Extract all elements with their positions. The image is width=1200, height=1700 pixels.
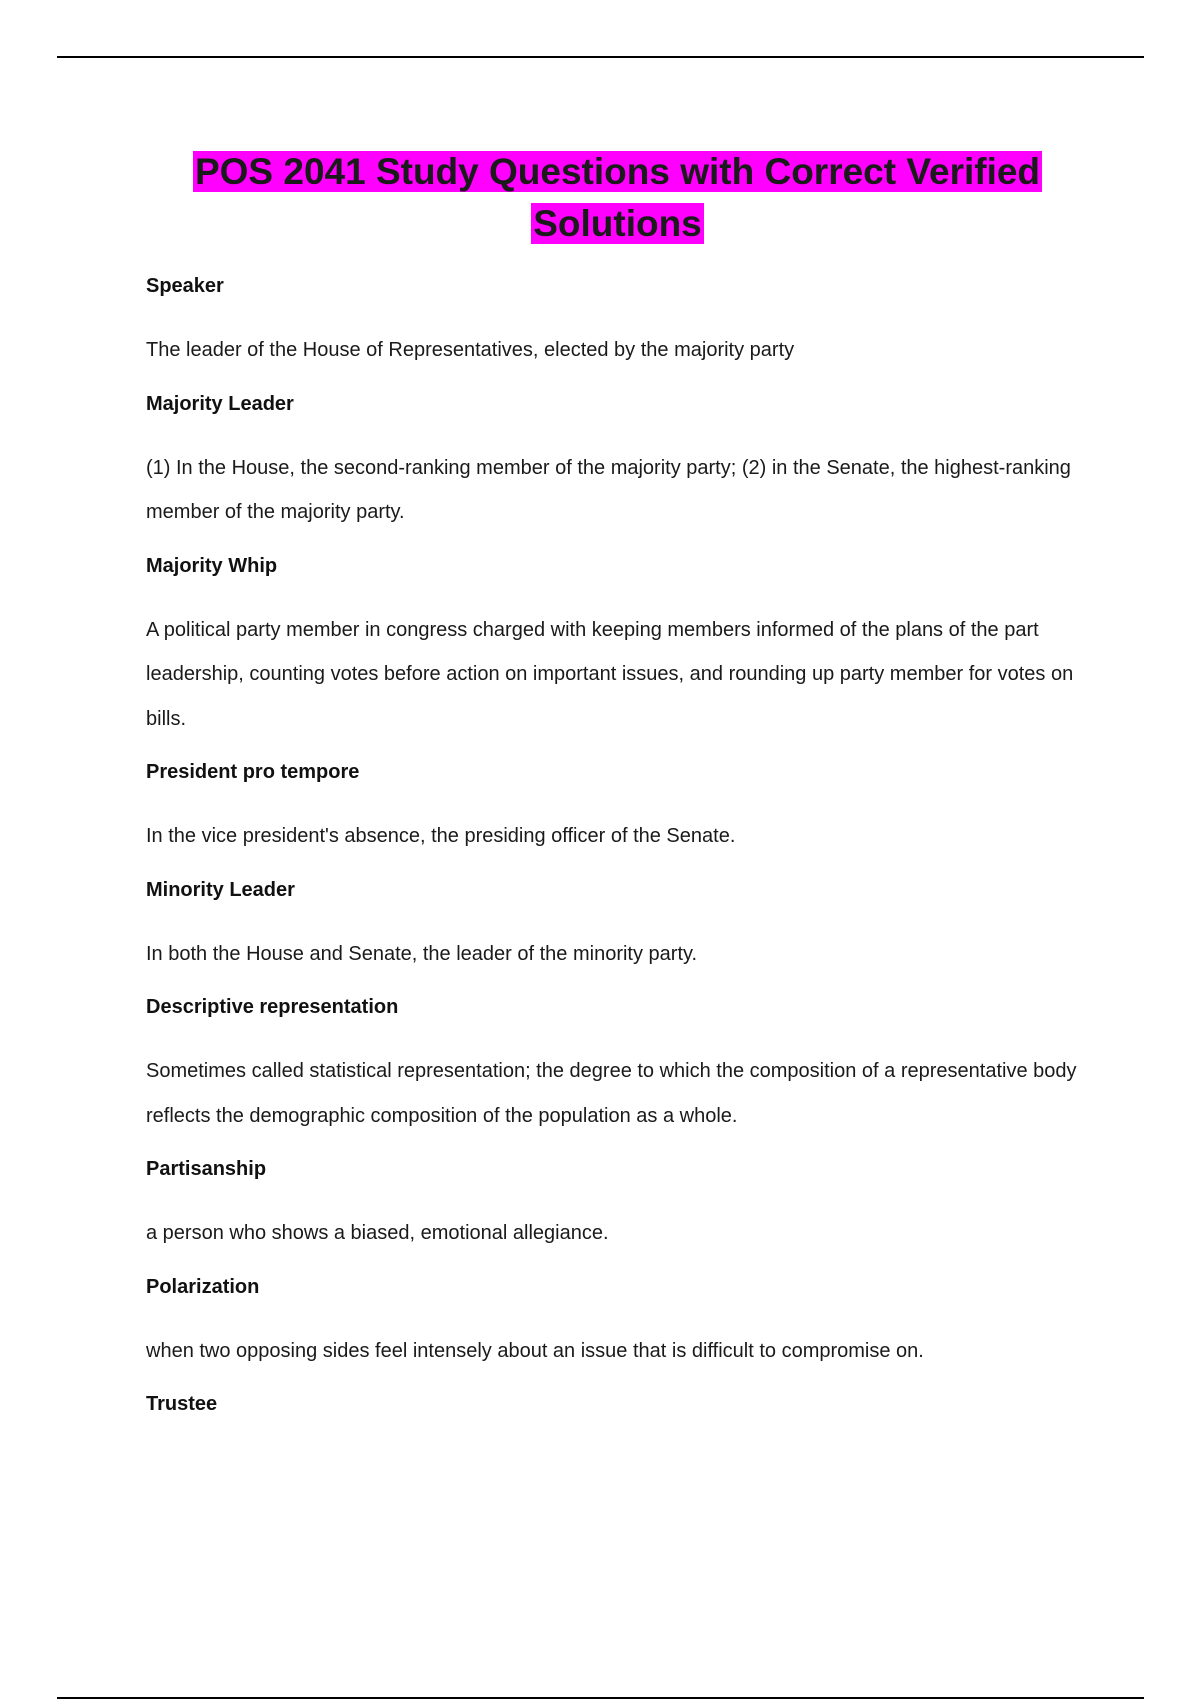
term: President pro tempore	[146, 761, 360, 783]
term: Minority Leader	[146, 878, 295, 901]
term: Partisanship	[146, 1158, 267, 1180]
header-rule	[57, 56, 1144, 58]
document-title	[120, 146, 1115, 250]
entry-majority-leader	[146, 386, 1086, 535]
definition: In both the House and Senate, the leader of the minority party.	[146, 942, 698, 965]
definition: (1) In the House, the second-ranking member of the majority party; (2) in the Senate, the highest-ranking member of the majority party.	[146, 456, 1071, 523]
entry-majority-whip	[146, 548, 1086, 742]
entry-trustee	[146, 1386, 1086, 1422]
title-highlight: POS 2041 Study Questions with Correct Verified Solutions	[194, 151, 1041, 244]
entry-descriptive-representation	[146, 989, 1086, 1138]
entry-minority-leader	[146, 872, 1086, 977]
footer-rule	[57, 1697, 1144, 1699]
document-body	[146, 268, 1086, 1446]
term: Trustee	[146, 1393, 218, 1415]
definition: when two opposing sides feel intensely about an issue that is difficult to compromise on.	[146, 1339, 924, 1362]
term: Majority Whip	[146, 554, 278, 577]
definition: The leader of the House of Representatives, elected by the majority party	[146, 339, 795, 361]
entry-polarization	[146, 1269, 1086, 1374]
term: Descriptive representation	[146, 996, 399, 1018]
term: Speaker	[146, 275, 224, 297]
definition: Sometimes called statistical representation; the degree to which the composition of a representative body reflects the demographic composition of the population as a whole.	[146, 1060, 1077, 1127]
entry-speaker	[146, 268, 1086, 373]
term: Majority Leader	[146, 392, 294, 415]
entry-president-pro-tempore	[146, 754, 1086, 859]
entry-partisanship	[146, 1151, 1086, 1256]
definition: A political party member in congress charged with keeping members informed of the plans of the part leadership, counting votes before action on important issues, and rounding up party member for votes on bills.	[146, 618, 1074, 730]
definition: a person who shows a biased, emotional allegiance.	[146, 1222, 609, 1244]
term: Polarization	[146, 1275, 260, 1298]
definition: In the vice president's absence, the presiding officer of the Senate.	[146, 825, 736, 847]
